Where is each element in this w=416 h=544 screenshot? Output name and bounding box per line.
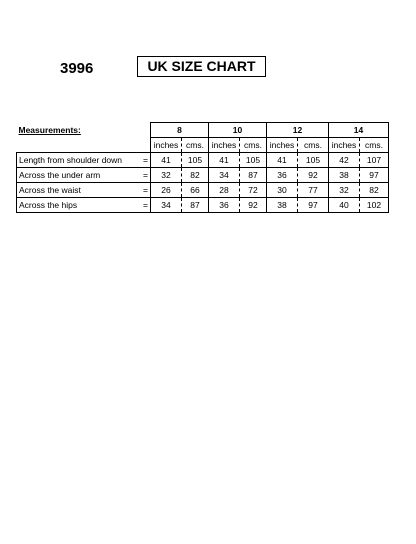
value-cell: 105 xyxy=(240,153,267,168)
value-cell: 41 xyxy=(267,153,298,168)
measurements-heading: Measurements: xyxy=(18,125,81,135)
table-row xyxy=(17,168,389,183)
value-cell: 92 xyxy=(240,198,267,213)
value-cell: 82 xyxy=(182,168,209,183)
value-cell: 40 xyxy=(329,198,360,213)
row-label: Length from shoulder down xyxy=(17,153,141,168)
value-cell: 87 xyxy=(182,198,209,213)
value-cell: 32 xyxy=(329,183,360,198)
equals-sign: = xyxy=(141,183,151,198)
value-cell: 102 xyxy=(360,198,389,213)
value-cell: 32 xyxy=(151,168,182,183)
value-cell: 41 xyxy=(151,153,182,168)
unit-cms: cms. xyxy=(240,138,267,153)
value-cell: 34 xyxy=(209,168,240,183)
table-row xyxy=(17,183,389,198)
row-label: Across the hips xyxy=(17,198,141,213)
size-8-header: 8 xyxy=(151,123,209,138)
value-cell: 82 xyxy=(360,183,389,198)
value-cell: 28 xyxy=(209,183,240,198)
size-14-header: 14 xyxy=(329,123,389,138)
units-row xyxy=(17,138,389,153)
value-cell: 36 xyxy=(209,198,240,213)
value-cell: 87 xyxy=(240,168,267,183)
value-cell: 72 xyxy=(240,183,267,198)
value-cell: 26 xyxy=(151,183,182,198)
unit-inches: inches xyxy=(329,138,360,153)
equals-sign: = xyxy=(141,198,151,213)
row-label: Across the waist xyxy=(17,183,141,198)
pattern-number: 3996 xyxy=(60,60,94,77)
value-cell: 107 xyxy=(360,153,389,168)
size-10-header: 10 xyxy=(209,123,267,138)
size-header-row xyxy=(17,123,389,138)
value-cell: 38 xyxy=(329,168,360,183)
value-cell: 105 xyxy=(182,153,209,168)
value-cell: 97 xyxy=(360,168,389,183)
unit-inches: inches xyxy=(151,138,182,153)
value-cell: 105 xyxy=(298,153,329,168)
unit-inches: inches xyxy=(267,138,298,153)
value-cell: 77 xyxy=(298,183,329,198)
chart-title: UK SIZE CHART xyxy=(137,56,266,77)
table-row xyxy=(17,153,389,168)
unit-cms: cms. xyxy=(298,138,329,153)
value-cell: 34 xyxy=(151,198,182,213)
unit-inches: inches xyxy=(209,138,240,153)
unit-cms: cms. xyxy=(360,138,389,153)
size-12-header: 12 xyxy=(267,123,329,138)
unit-cms: cms. xyxy=(182,138,209,153)
equals-sign: = xyxy=(141,168,151,183)
value-cell: 41 xyxy=(209,153,240,168)
value-cell: 97 xyxy=(298,198,329,213)
equals-sign: = xyxy=(141,153,151,168)
value-cell: 36 xyxy=(267,168,298,183)
value-cell: 30 xyxy=(267,183,298,198)
value-cell: 92 xyxy=(298,168,329,183)
table-row xyxy=(17,198,389,213)
value-cell: 42 xyxy=(329,153,360,168)
row-label: Across the under arm xyxy=(17,168,141,183)
value-cell: 38 xyxy=(267,198,298,213)
value-cell: 66 xyxy=(182,183,209,198)
size-chart-table xyxy=(16,122,389,213)
